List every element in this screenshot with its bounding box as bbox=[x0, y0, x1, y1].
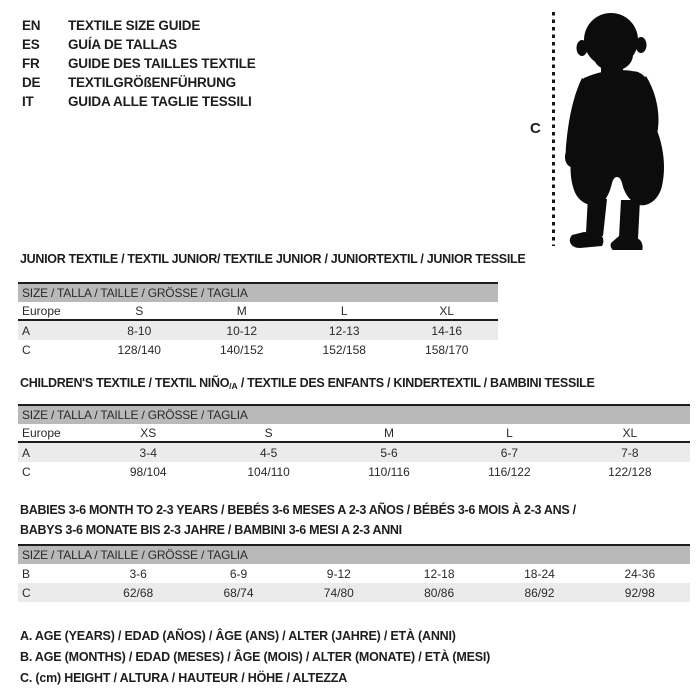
language-row bbox=[22, 35, 256, 54]
row-label: B bbox=[22, 566, 31, 581]
babies-title-line1: BABIES 3-6 MONTH TO 2-3 YEARS / BEBÉS 3-6 MESES A 2-3 AÑOS / BÉBÉS 3-6 MOIS À 2-3 ANS / bbox=[20, 503, 576, 517]
row-label: C bbox=[22, 585, 31, 600]
row-label: A bbox=[22, 445, 31, 460]
section-title-babies bbox=[20, 500, 576, 540]
title-part: CHILDREN'S TEXTILE / TEXTIL NIÑO bbox=[20, 376, 230, 390]
height-cell: 152/158 bbox=[322, 342, 366, 357]
months-cell: 24-36 bbox=[624, 566, 656, 581]
language-row bbox=[22, 92, 256, 111]
language-label: GUÍA DE TALLAS bbox=[68, 37, 177, 52]
section-title-children bbox=[20, 376, 595, 391]
language-code: DE bbox=[22, 75, 41, 90]
size-cell: L bbox=[340, 303, 348, 318]
language-row bbox=[22, 16, 256, 35]
language-code: FR bbox=[22, 56, 40, 71]
height-dotted-line bbox=[552, 12, 555, 246]
age-cell: 4-5 bbox=[259, 445, 278, 460]
table-row-height bbox=[18, 340, 498, 359]
height-cell: 140/152 bbox=[220, 342, 264, 357]
row-label: C bbox=[22, 464, 31, 479]
language-code: EN bbox=[22, 18, 41, 33]
note-age-months: B. AGE (MONTHS) / EDAD (MESES) / ÂGE (MOIS) / ALTER (MONATE) / ETÀ (MESI) bbox=[20, 650, 491, 664]
height-cell: 68/74 bbox=[223, 585, 254, 600]
title-part: / TEXTILE DES ENFANTS / KINDERTEXTIL / BAMBINI TESSILE bbox=[237, 376, 595, 390]
size-cell: S bbox=[135, 303, 144, 318]
height-cell: 122/128 bbox=[608, 464, 652, 479]
height-cell: 62/68 bbox=[123, 585, 154, 600]
age-cell: 8-10 bbox=[127, 323, 152, 338]
size-cell: S bbox=[264, 425, 273, 440]
language-label: TEXTILGRÖßENFÜHRUNG bbox=[68, 75, 236, 90]
row-label: C bbox=[22, 342, 31, 357]
note-age-years: A. AGE (YEARS) / EDAD (AÑOS) / ÂGE (ANS) / ALTER (JAHRE) / ETÀ (ANNI) bbox=[20, 629, 456, 643]
baby-figure-area bbox=[530, 4, 695, 250]
months-cell: 18-24 bbox=[524, 566, 555, 581]
size-cell: M bbox=[236, 303, 247, 318]
children-size-table bbox=[18, 404, 690, 481]
size-cell: XL bbox=[439, 303, 455, 318]
height-cell: 86/92 bbox=[524, 585, 555, 600]
size-cell: M bbox=[384, 425, 395, 440]
age-cell: 5-6 bbox=[380, 445, 398, 460]
babies-title-line2: BABYS 3-6 MONATE BIS 2-3 JAHRE / BAMBINI 3-6 MESI A 2-3 ANNI bbox=[20, 523, 402, 537]
baby-silhouette-icon bbox=[563, 8, 675, 250]
age-cell: 7-8 bbox=[621, 445, 639, 460]
size-header-bar: SIZE / TALLA / TAILLE / GRÖSSE / TAGLIA bbox=[18, 544, 690, 564]
size-header-bar: SIZE / TALLA / TAILLE / GRÖSSE / TAGLIA bbox=[18, 404, 690, 424]
language-label: GUIDA ALLE TAGLIE TESSILI bbox=[68, 94, 252, 109]
section-title-junior: JUNIOR TEXTILE / TEXTIL JUNIOR/ TEXTILE JUNIOR / JUNIORTEXTIL / JUNIOR TESSILE bbox=[20, 252, 526, 266]
table-row-age bbox=[18, 321, 498, 340]
language-label: GUIDE DES TAILLES TEXTILE bbox=[68, 56, 256, 71]
age-cell: 14-16 bbox=[431, 323, 463, 338]
age-cell: 10-12 bbox=[226, 323, 258, 338]
language-code: IT bbox=[22, 94, 34, 109]
height-cell: 80/86 bbox=[424, 585, 455, 600]
language-row bbox=[22, 73, 256, 92]
height-cell: 116/122 bbox=[488, 464, 531, 479]
height-cell: 104/110 bbox=[247, 464, 290, 479]
size-header-bar: SIZE / TALLA / TAILLE / GRÖSSE / TAGLIA bbox=[18, 282, 498, 302]
table-row-europe bbox=[18, 302, 498, 321]
age-cell: 3-4 bbox=[139, 445, 157, 460]
table-row-height bbox=[18, 462, 690, 481]
months-cell: 6-9 bbox=[229, 566, 248, 581]
junior-size-table bbox=[18, 282, 498, 359]
table-row-months bbox=[18, 564, 690, 583]
height-cell: 128/140 bbox=[117, 342, 161, 357]
table-row-height bbox=[18, 583, 690, 602]
age-cell: 12-13 bbox=[328, 323, 360, 338]
height-cell: 92/98 bbox=[624, 585, 655, 600]
months-cell: 9-12 bbox=[326, 566, 351, 581]
size-cell: XS bbox=[140, 425, 157, 440]
height-measure-label: C bbox=[530, 120, 541, 137]
height-cell: 74/80 bbox=[323, 585, 354, 600]
language-label: TEXTILE SIZE GUIDE bbox=[68, 18, 201, 33]
age-cell: 6-7 bbox=[500, 445, 519, 460]
size-cell: XL bbox=[622, 425, 638, 440]
title-subscript: /A bbox=[229, 381, 238, 391]
row-label: Europe bbox=[22, 303, 61, 318]
babies-size-table bbox=[18, 544, 690, 602]
height-cell: 158/170 bbox=[425, 342, 469, 357]
legend-notes bbox=[20, 626, 490, 689]
language-list bbox=[22, 16, 256, 111]
months-cell: 3-6 bbox=[129, 566, 147, 581]
height-cell: 98/104 bbox=[129, 464, 167, 479]
row-label: Europe bbox=[22, 425, 61, 440]
row-label: A bbox=[22, 323, 31, 338]
table-row-age bbox=[18, 443, 690, 462]
language-code: ES bbox=[22, 37, 40, 52]
note-height-cm: C. (cm) HEIGHT / ALTURA / HAUTEUR / HÖHE / ALTEZZA bbox=[20, 671, 348, 685]
months-cell: 12-18 bbox=[423, 566, 455, 581]
size-cell: L bbox=[506, 425, 513, 440]
table-row-europe bbox=[18, 424, 690, 443]
height-cell: 110/116 bbox=[368, 464, 410, 479]
language-row bbox=[22, 54, 256, 73]
